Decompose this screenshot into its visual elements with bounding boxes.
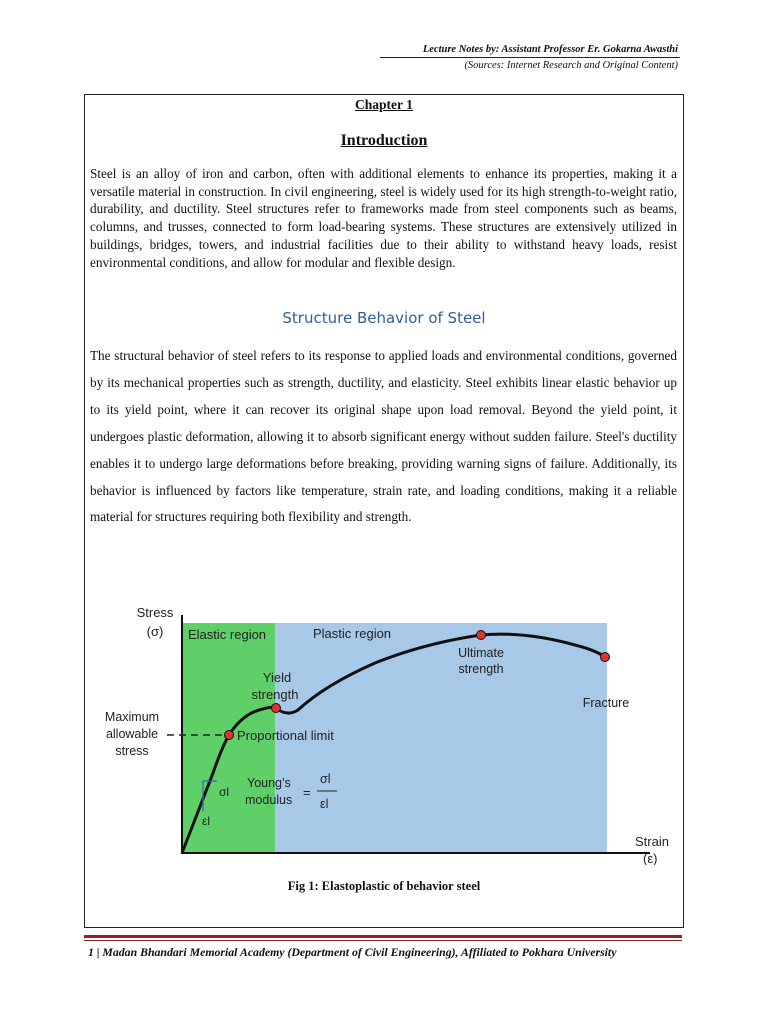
youngs-line1: Young’s (247, 776, 291, 790)
ultimate-strength-point (477, 631, 486, 640)
footer-rule (84, 935, 682, 938)
page-footer: 1 | Madan Bhandari Memorial Academy (Department of Civil Engineering), Affiliated to Pokhara University (88, 945, 617, 959)
yield-strength-point (272, 704, 281, 713)
header-author: Lecture Notes by: Assistant Professor Er. Gokarna Awasthi (422, 44, 678, 55)
ultimate-label-line2: strength (458, 662, 504, 676)
chapter-label: Chapter 1 (355, 97, 413, 112)
max-allow-line2: allowable (105, 727, 159, 741)
yield-label-line1: Yield (262, 670, 292, 685)
behavior-paragraph: The structural behavior of steel refers to its response to applied loads and environmental conditions, governed by its mechanical properties such as strength, ductility, and elasticity. Steel exhibits linear elastic behavior up to its yield point, where it can recover its original shape upon load removal. Beyond the yield point, it undergoes plastic deformation, allowing it to absorb significant energy without sudden failure. Steel's ductility enables it to undergo large deformations before breaking, providing warning signs of failure. Additionally, its behavior is influenced by factors like temperature, strain rate, and loading conditions, making it a reliable material for structures requiring both flexibility and strength. (90, 348, 677, 525)
y-axis-symbol: (σ) (146, 624, 164, 639)
figure-caption: Fig 1: Elastoplastic of behavior steel (287, 879, 481, 893)
plastic-region-label: Plastic region (313, 626, 392, 641)
intro-paragraph: Steel is an alloy of iron and carbon, often with additional elements to enhance its properties, making it a versatile material in construction. In civil engineering, steel is widely used for its high strength-to-weight ratio, durability, and ductility. Steel structures refer to frameworks made from steel components such as beams, columns, and trusses, connected to form load-bearing systems. These structures are extensively utilized in buildings, bridges, towers, and industrial facilities due to their ability to withstand heavy loads, resist environmental conditions, and allow for modular and flexible design. (90, 166, 677, 270)
max-allow-line3: stress (115, 744, 149, 758)
eps-l-label: εl (202, 814, 211, 828)
y-axis-label: Stress (136, 605, 174, 620)
content-frame (84, 94, 684, 928)
fracture-label: Fracture (582, 696, 630, 710)
footer-rule-thin (84, 940, 682, 941)
x-axis-label: Strain (635, 834, 669, 849)
proportional-limit-label: Proportional limit (237, 728, 334, 743)
yield-label-line2: strength (251, 687, 299, 702)
header-sources: (Sources: Internet Research and Original Content) (464, 60, 678, 71)
ultimate-label-line1: Ultimate (458, 646, 504, 660)
fracture-point (601, 653, 610, 662)
page-title: Introduction (340, 132, 428, 149)
header-rule (380, 57, 680, 58)
section-title: Structure Behavior of Steel (282, 309, 486, 327)
youngs-equals: = (303, 785, 311, 800)
max-allow-line1: Maximum (104, 710, 160, 724)
proportional-limit-point (225, 731, 234, 740)
sigma-l-label: σl (219, 785, 230, 799)
x-axis-symbol: (ε) (643, 851, 658, 865)
youngs-line2: modulus (245, 793, 293, 807)
stress-strain-chart (95, 595, 670, 865)
youngs-epsilon: εl (320, 797, 329, 811)
elastic-region-label: Elastic region (188, 627, 267, 642)
youngs-sigma: σl (320, 772, 331, 786)
